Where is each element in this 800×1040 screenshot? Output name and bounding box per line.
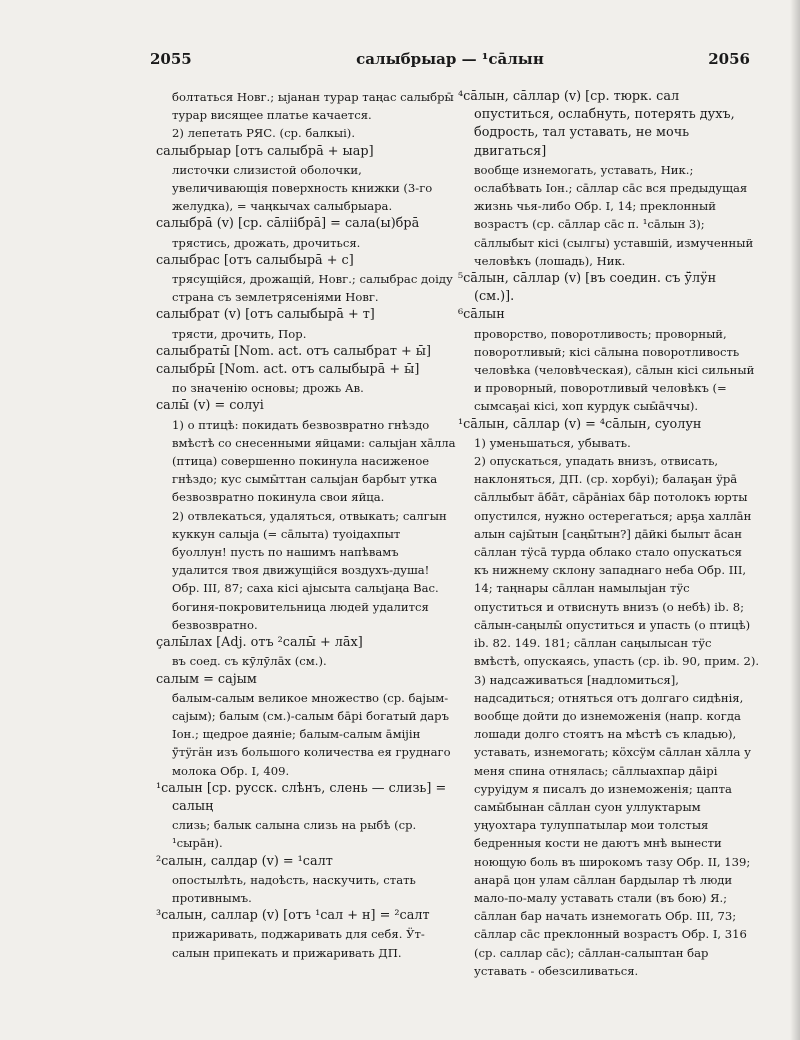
entry-definition: балым-салым великое множество (ср. бајым-сајым); балым (см.)-салым ба̄рі богатый даръ Іон.; щедрое даяніе; балым-салым а̄міјін ӱ̄тӱгӓн изъ большого количества ея груднаго молока Обр. I, 409. bbox=[172, 690, 451, 778]
entry-headword: салым = сајым bbox=[156, 671, 257, 687]
entry-definition: прижаривать, поджаривать для себя. Ӱт-салын припекать и прижаривать ДП. bbox=[172, 927, 425, 960]
entry-headword: ²салын, салдар (v) = ¹салт bbox=[156, 853, 333, 869]
entry-definition: вообще изнемогать, уставать, Ник.; ослабѣвать Іон.; са̄ллар са̄с вся предыдущая жизнь чья-либо Обр. I, 14; преклонный возрастъ (ср. са̄ллар са̄с п. ¹са̄лын 3); са̄ллыбыт кісі (сылгы) уставшій, измученный человѣкъ (лошадь), Ник. bbox=[474, 162, 754, 268]
entry-definition: листочки слизистой оболочки, увеличивающія поверхность книжки (3-го желудка), = чаңкычах салыбрыара. bbox=[172, 162, 433, 214]
entry-definition: опостылѣть, надоѣсть, наскучить, стать противнымъ. bbox=[172, 872, 416, 905]
entry-headword: салыбраты̄ [Nom. act. отъ салыбрат + ы̄] bbox=[156, 343, 431, 359]
entry-headword: салыбрыар [отъ салыбра̄ + ыар] bbox=[156, 143, 374, 159]
entry-headword: салы̄ (v) = солуі bbox=[156, 398, 264, 414]
entry-headword: салыбрат (v) [отъ салыбыра̄ + т] bbox=[156, 307, 375, 323]
entry-definition: трясущійся, дрожащій, Новг.; салыбрас доіду страна съ землетрясеніями Новг. bbox=[172, 272, 453, 305]
entry-headword: ¹салын [ср. русск. слѣнъ, слень — слизь] = салың bbox=[156, 780, 447, 814]
entry-headword: ⁵са̄лын, са̄ллар (v) [въ соедин. съ ӱ̄лӱн (см.)]. bbox=[458, 271, 717, 305]
entry-headword: салыбры̄ [Nom. act. отъ салыбыра̄ + ы̄] bbox=[156, 362, 420, 378]
entry-definition: болтаться Новг.; ыјанан турар таңас салыбры̄ турар висящее платье качается. bbox=[172, 90, 454, 123]
left-column bbox=[156, 88, 458, 962]
entry-headword: салыбра̄ (v) [ср. са̄ліібра̄] = сала(ы)бра̄ bbox=[156, 216, 420, 232]
entry-definition: 2) лепетать РЯС. (ср. балкыі). bbox=[172, 126, 355, 141]
entry-headword: ¹са̄лын, са̄ллар (v) = ⁴са̄лын, суолун bbox=[458, 416, 702, 432]
entry-definition: въ соед. съ кӯлӯла̄х (см.). bbox=[172, 654, 327, 669]
entry-definition: по значенію основы; дрожь Ав. bbox=[172, 381, 364, 396]
entry-definition: 2) опускаться, упадать внизъ, отвисать, наклоняться, ДП. (ср. хорбуі); балаҕан ӱра̄ са̄ллыбыт а̄ба̄т, са̄ра̄ніах ба̄р потолокъ юрты опустился, нужно остерегаться; арҕа халла̄н алын сајы̄тын [саңы̄тын?] да̄йкі былыт а̄сан са̄ллан тӱса̄ турда облако стало опускаться къ нижнему склону западнаго неба Обр. III, 14; таңнары са̄ллан намылыјан тӱс опуститься и отвиснуть внизъ (о небѣ) ib. 8; са̄лын-саңылы̄ опуститься и упасть (о птицѣ) ib. 82. 149. 181; са̄ллан саңылысан тӱс вмѣстѣ, опускаясь, упасть (ср. ib. 90, прим. 2). bbox=[474, 454, 760, 669]
entry-headword: ⁴са̄лын, са̄ллар (v) [ср. тюрк. сал опуститься, ослабнуть, потерять духъ, бодрость, тал уставать, не мочь двигаться] bbox=[458, 89, 735, 159]
entry-definition: трясти, дрочить, Пор. bbox=[172, 326, 307, 341]
entry-definition: 1) о птицѣ: покидать безвозвратно гнѣздо вмѣстѣ со снесенными яйцами: салыјан ха̄лла (птица) совершенно покинула насиженое гнѣздо; кус сымы̄ттан салыјан барбыт утка безвозвратно покинула свои яйца. bbox=[172, 417, 456, 505]
entry-headword: салыбрас [отъ салыбыра̄ + с] bbox=[156, 252, 354, 268]
entry-definition: трястись, дрожать, дрочиться. bbox=[172, 235, 361, 250]
entry-headword: ⁶са̄лын bbox=[458, 307, 505, 323]
entry-definition: 3) надсаживаться [надломиться], надсадиться; отняться отъ долгаго сидѣнія, вообще дойти до изнеможенія (напр. когда лошади долго стоятъ на мѣстѣ съ кладью), уставать, изнемогать; кӧхсӱм са̄ллан ха̄лла у меня спина отнялась; са̄ллыахпар да̄ірі суруідум я писалъ до изнеможенія; цапта самы̄бынан са̄ллан суон уллуктарым уңуохтара тулуппатылар мои толстыя бедренныя кости не даютъ мнѣ вынести ноющую боль въ широкомъ тазу Обр. II, 139; анара̄ цон улам са̄ллан бардылар тѣ люди мало-по-малу уставать стали (въ бою) Я.; са̄ллан бар начать изнемогать Обр. III, 73; са̄ллар са̄с преклонный возрастъ Обр. I, 316 (ср. саллар са̄с); са̄ллан-салыптан бар уставать - обезсиливаться. bbox=[474, 672, 751, 978]
page-header bbox=[150, 50, 750, 74]
entry-definition: 1) уменьшаться, убывать. bbox=[474, 435, 631, 450]
entry-definition: проворство, поворотливость; проворный, поворотливый; кісі са̄лына поворотливость человѣка (человѣческая), са̄лын кісі сильный и проворный, поворотливый человѣкъ (= сымсаҕаі кісі, хоп курдук сыы̄а̄ччы). bbox=[474, 326, 755, 414]
page-edge-shadow bbox=[790, 0, 800, 1040]
entry-headword: ҫалы̄лах [Adj. отъ ²салы̄ + ла̄х] bbox=[156, 635, 363, 651]
page-number-right: 2056 bbox=[708, 50, 750, 68]
entry-headword: ³салын, саллар (v) [отъ ¹сал + н] = ²салт bbox=[156, 908, 430, 924]
entry-definition: 2) отвлекаться, удаляться, отвыкать; салгын куккун салыја (= са̄лыта) туоідахпыт буоллун! пусть по нашимъ напѣвамъ удалится твоя движущійся воздухъ-душа! Обр. III, 87; саха кісі ајысыта салыјаңа Вас. богиня-покровительница людей удалится безвозвратно. bbox=[172, 508, 447, 632]
entry-definition: слизь; балык салына слизь на рыбѣ (ср. ¹сыра̄н). bbox=[172, 818, 417, 851]
page-number-left: 2055 bbox=[150, 50, 192, 68]
running-title: салыбрыар — ¹са̄лын bbox=[356, 50, 544, 68]
right-column bbox=[458, 88, 760, 980]
